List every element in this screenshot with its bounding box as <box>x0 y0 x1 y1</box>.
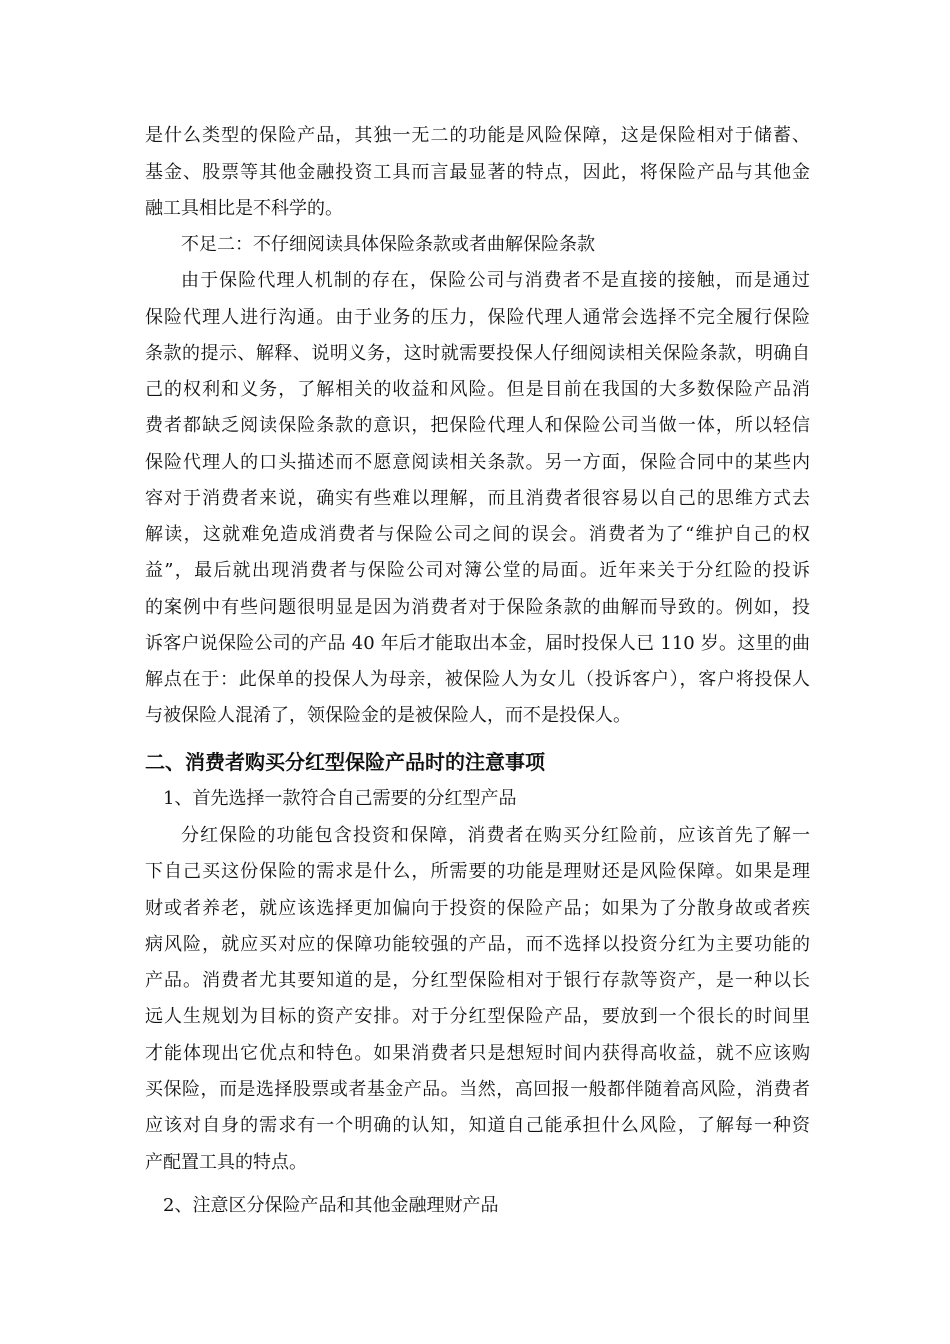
item-1-title: 1、首先选择一款符合自己需要的分红型产品 <box>163 788 517 809</box>
paragraph-line: 财或者养老，就应该选择更加偏向于投资的保险产品；如果为了分散身故或者疾 <box>145 898 810 919</box>
paragraph-line: 产配置工具的特点。 <box>145 1152 307 1173</box>
paragraph-line: 条款的提示、解释、说明义务，这时就需要投保人仔细阅读相关保险条款，明确自 <box>145 343 810 364</box>
paragraph-line: 由于保险代理人机制的存在，保险公司与消费者不是直接的接触，而是通过 <box>181 270 810 291</box>
paragraph-line: 解读，这就难免造成消费者与保险公司之间的误会。消费者为了“维护自己的权 <box>145 524 810 545</box>
paragraph-line: 才能体现出它优点和特色。如果消费者只是想短时间内获得高收益，就不应该购 <box>145 1043 810 1064</box>
section-heading: 二、消费者购买分红型保险产品时的注意事项 <box>145 750 545 774</box>
paragraph-line: 基金、股票等其他金融投资工具而言最显著的特点，因此，将保险产品与其他金 <box>145 162 810 183</box>
paragraph-line: 应该对自身的需求有一个明确的认知，知道自己能承担什么风险，了解每一种资 <box>145 1115 810 1136</box>
paragraph-line: 己的权利和义务，了解相关的收益和风险。但是目前在我国的大多数保险产品消 <box>145 379 810 400</box>
paragraph-line: 买保险，而是选择股票或者基金产品。当然，高回报一般都伴随着高风险，消费者 <box>145 1079 810 1100</box>
paragraph-line: 产品。消费者尤其要知道的是，分红型保险相对于银行存款等资产，是一种以长 <box>145 970 810 991</box>
paragraph-line: 保险代理人进行沟通。由于业务的压力，保险代理人通常会选择不完全履行保险 <box>145 307 810 328</box>
paragraph-line: 下自己买这份保险的需求是什么，所需要的功能是理财还是风险保障。如果是理 <box>145 861 810 882</box>
paragraph-line: 的案例中有些问题很明显是因为消费者对于保险条款的曲解而导致的。例如，投 <box>145 597 810 618</box>
subheading-shortcoming-2: 不足二：不仔细阅读具体保险条款或者曲解保险条款 <box>181 234 595 255</box>
paragraph-line: 是什么类型的保险产品，其独一无二的功能是风险保障，这是保险相对于储蓄、 <box>145 125 810 146</box>
paragraph-line: 诉客户说保险公司的产品 40 年后才能取出本金，届时投保人已 110 岁。这里的曲 <box>145 633 810 654</box>
paragraph-line: 分红保险的功能包含投资和保障，消费者在购买分红险前，应该首先了解一 <box>181 825 810 846</box>
paragraph-line: 容对于消费者来说，确实有些难以理解，而且消费者很容易以自己的思维方式去 <box>145 488 810 509</box>
item-2-title: 2、注意区分保险产品和其他金融理财产品 <box>163 1195 499 1216</box>
paragraph-line: 益”，最后就出现消费者与保险公司对簿公堂的局面。近年来关于分红险的投诉 <box>145 560 810 581</box>
paragraph-line: 解点在于：此保单的投保人为母亲，被保险人为女儿（投诉客户），客户将投保人 <box>145 669 810 690</box>
paragraph-line: 与被保险人混淆了，领保险金的是被保险人，而不是投保人。 <box>145 705 631 726</box>
paragraph-line: 费者都缺乏阅读保险条款的意识，把保险代理人和保险公司当做一体，所以轻信 <box>145 415 810 436</box>
paragraph-line: 融工具相比是不科学的。 <box>145 198 343 219</box>
paragraph-line: 远人生规划为目标的资产安排。对于分红型保险产品，要放到一个很长的时间里 <box>145 1006 810 1027</box>
paragraph-line: 病风险，就应买对应的保障功能较强的产品，而不选择以投资分红为主要功能的 <box>145 934 810 955</box>
paragraph-line: 保险代理人的口头描述而不愿意阅读相关条款。另一方面，保险合同中的某些内 <box>145 452 810 473</box>
